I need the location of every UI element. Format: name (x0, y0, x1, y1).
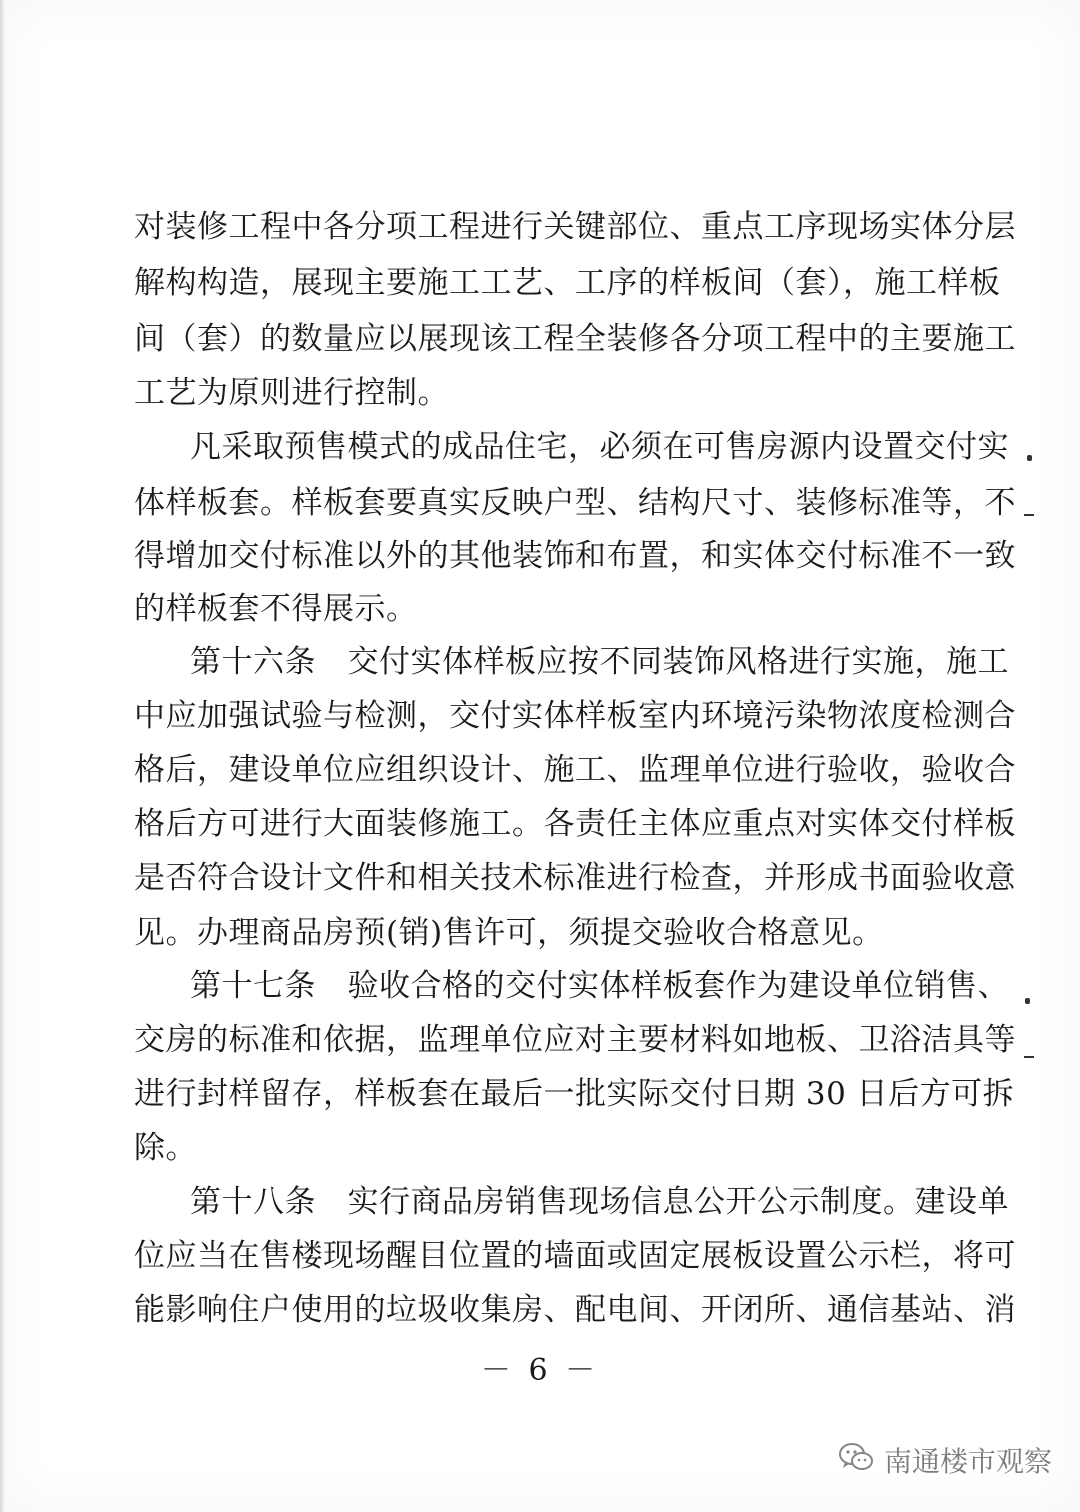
text-line: 对装修工程中各分项工程进行关键部位、重点工序现场实体分层 (134, 209, 1016, 245)
text-line: 格后，建设单位应组织设计、施工、监理单位进行验收，验收合 (134, 752, 1016, 788)
article-18-heading-line: 第十八条 实行商品房销售现场信息公开公示制度。建设单 (190, 1184, 1009, 1220)
text-line: 中应加强试验与检测，交付实体样板室内环境污染物浓度检测合 (134, 698, 1016, 734)
scan-speck (1024, 514, 1034, 516)
scan-speck (1025, 998, 1030, 1004)
text-line: 的样板套不得展示。 (134, 591, 418, 627)
text-line: 交房的标准和依据，监理单位应对主要材料如地板、卫浴洁具等 (134, 1022, 1016, 1058)
text-line: 体样板套。样板套要真实反映户型、结构尺寸、装修标准等，不 (134, 485, 1016, 521)
text-line: 见。办理商品房预(销)售许可，须提交验收合格意见。 (134, 915, 884, 951)
scan-edge-shadow (0, 0, 6, 1512)
paragraph-start-line: 凡采取预售模式的成品住宅，必须在可售房源内设置交付实 (190, 429, 1009, 465)
article-16-heading-line: 第十六条 交付实体样板应按不同装饰风格进行实施，施工 (190, 644, 1009, 680)
scan-speck (1027, 455, 1032, 461)
text-line: 工艺为原则进行控制。 (134, 375, 449, 411)
text-line: 是否符合设计文件和相关技术标准进行检查，并形成书面验收意 (134, 860, 1016, 896)
text-line: 进行封样留存，样板套在最后一批实际交付日期 30 日后方可拆 (134, 1076, 1015, 1112)
text-line: 位应当在售楼现场醒目位置的墙面或固定展板设置公示栏，将可 (134, 1238, 1016, 1274)
watermark-text: 南通楼市观察 (883, 1445, 1052, 1478)
text-line: 格后方可进行大面装修施工。各责任主体应重点对实体交付样板 (134, 806, 1016, 842)
text-line: 得增加交付标准以外的其他装饰和布置，和实体交付标准不一致 (134, 538, 1016, 574)
page-number: － 6 － (480, 1353, 600, 1388)
text-line: 能影响住户使用的垃圾收集房、配电间、开闭所、通信基站、消 (134, 1292, 1016, 1328)
text-line: 除。 (134, 1130, 197, 1166)
wechat-watermark (838, 1440, 1052, 1480)
article-17-heading-line: 第十七条 验收合格的交付实体样板套作为建设单位销售、 (190, 968, 1009, 1004)
scan-speck (1024, 1056, 1034, 1058)
text-line: 解构构造，展现主要施工工艺、工序的样板间（套），施工样板 (134, 265, 1001, 301)
text-line: 间（套）的数量应以展现该工程全装修各分项工程中的主要施工 (134, 321, 1016, 357)
wechat-icon (838, 1441, 874, 1480)
